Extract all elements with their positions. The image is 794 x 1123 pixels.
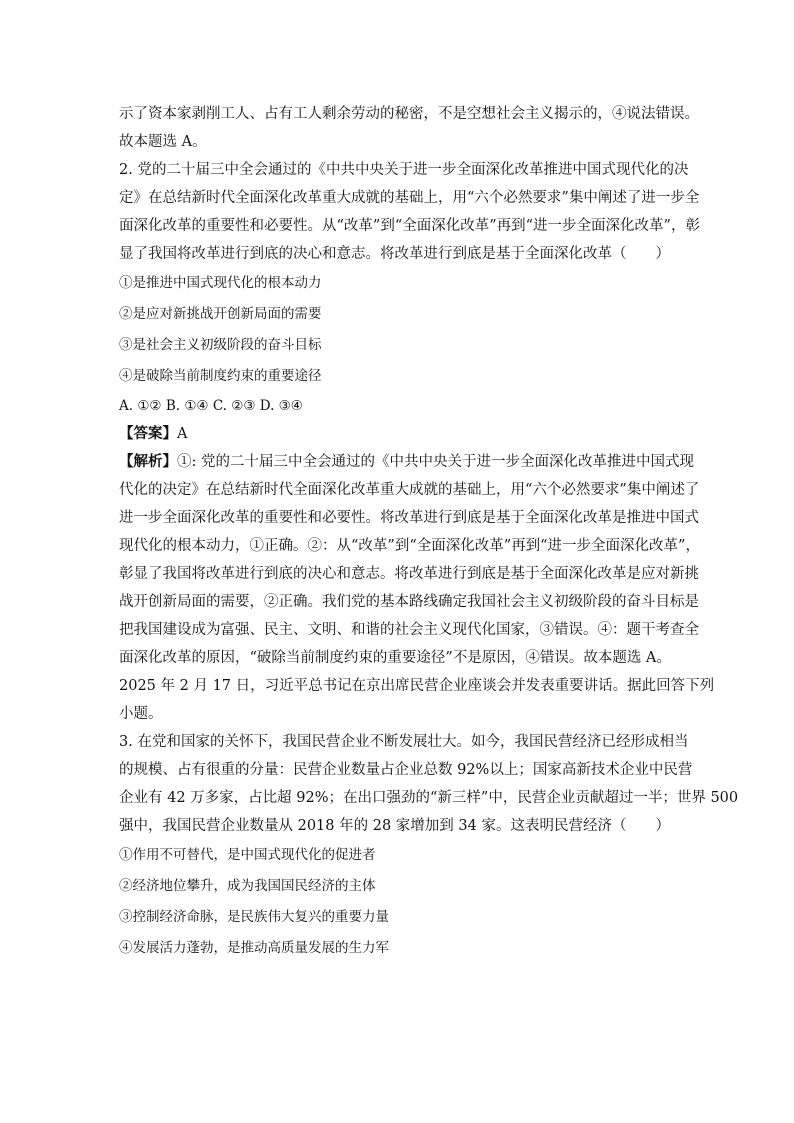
text-line (119, 448, 694, 476)
text-line: 显了我国将改革进行到底的决心和意志。将改革进行到底是基于全面深化改革（ ） (119, 246, 670, 262)
text-line: 代化的决定》在总结新时代全面深化改革重大成就的基础上，用“六个必然要求”集中阐述了 (119, 482, 700, 498)
text-line: 进一步全面深化改革的重要性和必要性。将改革进行到底是基于全面深化改革是推进中国式 (119, 510, 699, 526)
text-line: 把我国建设成为富强、民主、文明、和谐的社会主义现代化国家，③错误。④：题干考查全 (119, 622, 699, 638)
text-line: 面深化改革的重要性和必要性。从“改革”到“全面深化改革”再到“进一步全面深化改革”，彰 (119, 218, 700, 234)
text-line: 故本题选 A。 (119, 134, 207, 150)
analysis-text: ①: 党的二十届三中全会通过的《中共中央关于进一步全面深化改革推进中国式现 (177, 454, 694, 470)
question-stem (119, 728, 739, 840)
text-line: 企业有 42 万多家，占比超 92%；在出口强劲的“新三样”中，民营企业贡献超过一半；世界 500 (119, 790, 739, 806)
option-item: ②经济地位攀升，成为我国国民经济的主体 (119, 878, 376, 894)
option-item: ③是社会主义初级阶段的奋斗目标 (119, 337, 322, 353)
text-line: 2. 党的二十届三中全会通过的《中共中央关于进一步全面深化改革推进中国式现代化的决 (119, 162, 689, 178)
analysis (119, 448, 700, 672)
analysis-label: 【解析】 (119, 453, 177, 470)
previous-explanation (119, 100, 699, 156)
answer-value: A (177, 426, 188, 442)
text-line: 战开创新局面的需要，②正确。我们党的基本路线确定我国社会主义初级阶段的奋斗目标是 (119, 594, 699, 610)
question-options (119, 840, 679, 964)
text-line: 彰显了我国将改革进行到底的决心和意志。将改革进行到底是基于全面深化改革是应对新挑 (119, 566, 699, 582)
question-stem (119, 156, 700, 268)
text-line: 小题。 (119, 706, 163, 722)
option-item: ①是推进中国式现代化的根本动力 (119, 275, 322, 291)
question-options (119, 268, 679, 392)
answer-line (119, 420, 679, 448)
text-line: 现代化的根本动力，①正确。②：从“改革”到“全面深化改革”再到“进一步全面深化改革”， (119, 538, 700, 554)
text-line: 2025 年 2 月 17 日，习近平总书记在京出席民营企业座谈会并发表重要讲话。据此回答下列 (119, 678, 715, 694)
text-line: 示了资本家剥削工人、占有工人剩余劳动的秘密，不是空想社会主义揭示的，④说法错误。 (119, 106, 699, 122)
text-line: 强中，我国民营企业数量从 2018 年的 28 家增加到 34 家。这表明民营经济（ ） (119, 818, 670, 834)
option-item: ④发展活力蓬勃，是推动高质量发展的生力军 (119, 940, 389, 956)
option-item: ④是破除当前制度约束的重要途径 (119, 368, 322, 384)
answer-choices: A. ①② B. ①④ C. ②③ D. ③④ (119, 398, 303, 414)
option-item: ①作用不可替代，是中国式现代化的促进者 (119, 847, 376, 863)
option-item: ③控制经济命脉，是民族伟大复兴的重要力量 (119, 909, 389, 925)
text-line: 定》在总结新时代全面深化改革重大成就的基础上，用“六个必然要求”集中阐述了进一步全 (119, 190, 700, 206)
answer-label: 【答案】 (119, 425, 177, 442)
text-line: 面深化改革的原因，“破除当前制度约束的重要途径”不是原因，④错误。故本题选 A。 (119, 650, 671, 666)
text-line: 的规模、占有很重的分量：民营企业数量占企业总数 92%以上；国家高新技术企业中民营 (119, 762, 693, 778)
question-3 (119, 728, 739, 964)
document-page (119, 100, 739, 964)
text-line: 3. 在党和国家的关怀下，我国民营企业不断发展壮大。如今，我国民营经济已经形成相当 (119, 734, 689, 750)
question-2 (119, 156, 700, 672)
context-passage (119, 672, 715, 728)
option-item: ②是应对新挑战开创新局面的需要 (119, 306, 322, 322)
